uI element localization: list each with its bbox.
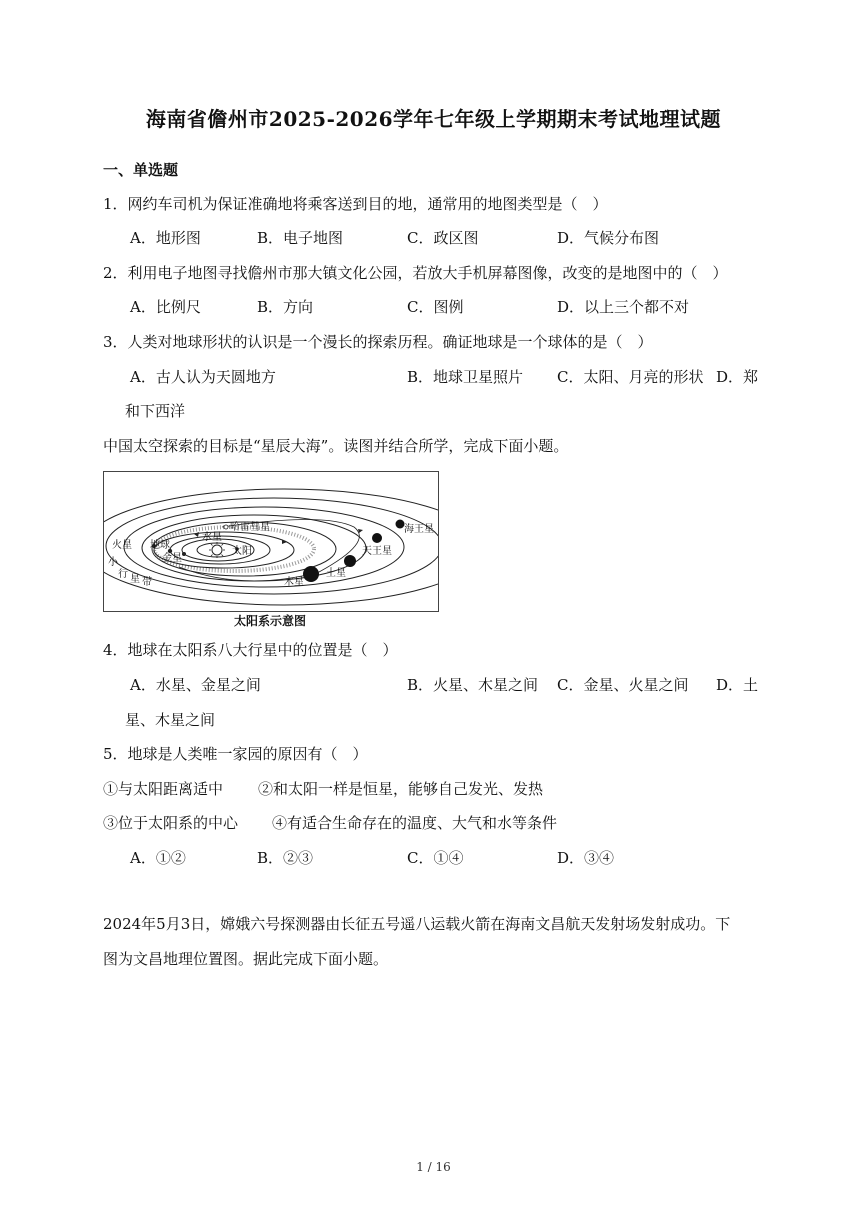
page-title: 海南省儋州市2025-2026学年七年级上学期期末考试地理试题 [145, 107, 722, 131]
jupiter-dot [303, 566, 319, 582]
q1-option-c: C．政区图 [407, 229, 479, 247]
q3-option-d: D．郑 [716, 368, 759, 386]
q3-option-b: B．地球卫星照片 [407, 368, 524, 386]
q4-option-d-wrap: 星、木星之间 [125, 711, 216, 729]
solar-system-svg [104, 472, 438, 611]
intro-wenchang-line-2: 图为文昌地理位置图。据此完成下面小题。 [103, 950, 389, 968]
question-2-stem: 2．利用电子地图寻找儋州市那大镇文化公园，若放大手机屏幕图像，改变的是地图中的（ ） [103, 264, 728, 282]
q5-option-d: D．③④ [557, 849, 615, 867]
label-asteroid-3: 星 [130, 574, 140, 585]
label-asteroid-2: 行 [118, 569, 128, 580]
question-1-stem: 1．网约车司机为保证准确地将乘客送到目的地，通常用的地图类型是（ ） [103, 195, 608, 213]
label-asteroid-4: 带 [142, 577, 152, 588]
q1-option-d: D．气候分布图 [557, 229, 660, 247]
q4-option-c: C．金星、火星之间 [557, 676, 689, 694]
diagram-caption: 太阳系示意图 [233, 614, 306, 628]
label-asteroid-1: 小 [108, 557, 118, 568]
saturn-dot [344, 555, 356, 567]
q4-option-a: A．水星、金星之间 [130, 676, 261, 694]
label-earth: 地球 [150, 540, 170, 551]
question-5-stem: 5．地球是人类唯一家园的原因有（ ） [103, 745, 368, 763]
q5-option-c: C．①④ [407, 849, 464, 867]
section-heading: 一、单选题 [103, 161, 179, 179]
intro-solar-system: 中国太空探索的目标是“星辰大海”。读图并结合所学，完成下面小题。 [103, 437, 569, 455]
q3-option-d-wrap: 和下西洋 [125, 402, 186, 420]
q4-option-b: B．火星、木星之间 [407, 676, 539, 694]
venus-dot [182, 552, 186, 556]
q4-option-d: D．土 [716, 676, 759, 694]
q5-item-3: ③位于太阳系的中心 [103, 814, 239, 832]
q3-option-a: A．古人认为天圆地方 [130, 368, 276, 386]
question-4-stem: 4．地球在太阳系八大行星中的位置是（ ） [103, 641, 398, 659]
q2-option-b: B．方向 [257, 298, 314, 316]
uranus-dot [372, 533, 382, 543]
label-sun: 太阳 [232, 546, 252, 557]
solar-system-diagram [103, 471, 439, 612]
q2-option-a: A．比例尺 [130, 298, 201, 316]
q1-option-a: A．地形图 [130, 229, 201, 247]
question-3-stem: 3．人类对地球形状的认识是一个漫长的探索历程。确证地球是一个球体的是（ ） [103, 333, 653, 351]
label-venus: 金星 [162, 553, 182, 564]
sun-icon [212, 545, 222, 555]
label-mars: 火星 [112, 540, 132, 551]
label-jupiter: 木星 [284, 577, 304, 588]
q1-option-b: B．电子地图 [257, 229, 344, 247]
q5-option-a: A．①② [130, 849, 186, 867]
page-number: 1 / 16 [416, 1160, 451, 1174]
label-neptune: 海王星 [404, 524, 434, 535]
label-halley: 哈雷彗星 [230, 522, 270, 533]
q5-option-b: B．②③ [257, 849, 314, 867]
q5-item-4: ④有适合生命存在的温度、大气和水等条件 [272, 814, 558, 832]
label-uranus: 天王星 [362, 546, 392, 557]
label-mercury: 水星 [202, 532, 222, 543]
q3-option-c: C．太阳、月亮的形状 [557, 368, 704, 386]
q5-item-2: ②和太阳一样是恒星，能够自己发光、发热 [258, 780, 544, 798]
orbit-arrow-icon [194, 532, 199, 537]
q5-item-1: ①与太阳距离适中 [103, 780, 224, 798]
q2-option-c: C．图例 [407, 298, 464, 316]
halley-dot [224, 525, 228, 529]
intro-wenchang-line-1: 2024年5月3日，嫦娥六号探测器由长征五号遥八运载火箭在海南文昌航天发射场发射成功。下 [103, 915, 731, 933]
q2-option-d: D．以上三个都不对 [557, 298, 690, 316]
label-saturn: 土星 [326, 568, 346, 579]
